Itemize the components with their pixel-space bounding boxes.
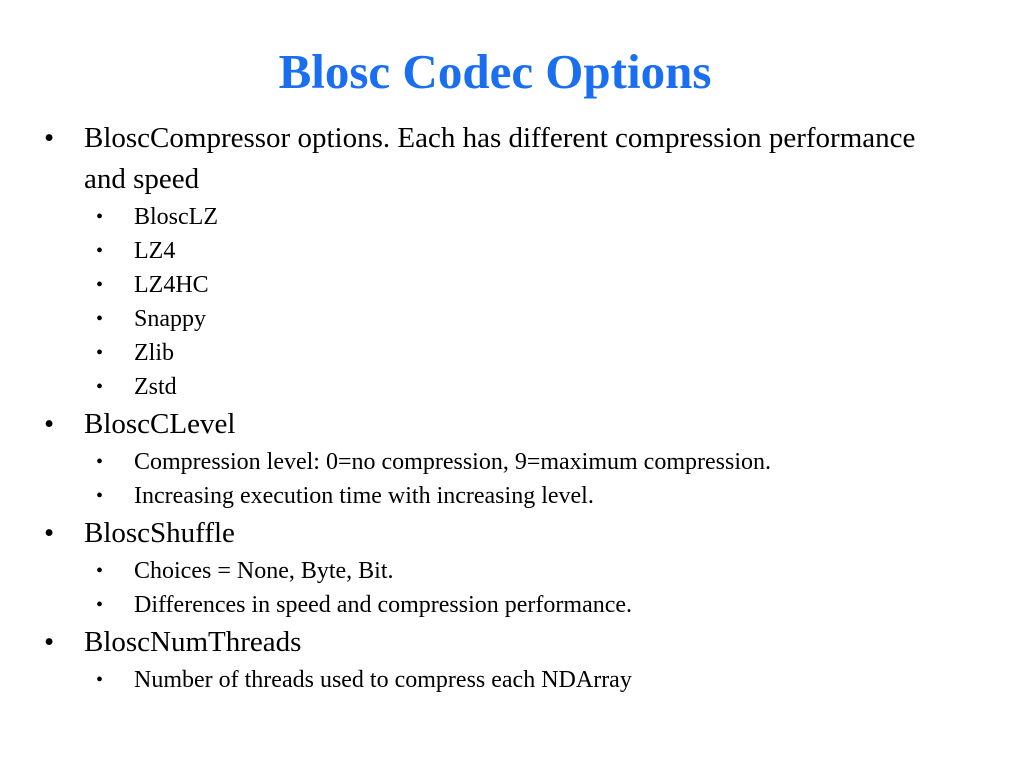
bullet-blosc-shuffle <box>0 513 924 622</box>
slide-title: Blosc Codec Options <box>278 44 712 99</box>
sub-bullet-icon: • <box>96 240 104 262</box>
sub-bullet-icon: • <box>96 308 104 330</box>
sub-bullet-item <box>84 588 924 622</box>
bullet-icon: • <box>44 122 55 154</box>
sub-bullet-text: Zstd <box>134 374 177 400</box>
sub-bullet-item <box>84 663 924 697</box>
bullet-blosc-numthreads <box>0 622 924 697</box>
sub-bullet-item <box>84 336 924 370</box>
sub-bullet-text: Increasing execution time with increasing level. <box>134 483 594 509</box>
bullet-text: BloscNumThreads <box>84 626 302 658</box>
sub-bullet-list <box>84 663 924 697</box>
sub-bullet-item <box>84 200 924 234</box>
sub-bullet-list <box>84 200 924 404</box>
sub-bullet-text: Compression level: 0=no compression, 9=maximum compression. <box>134 449 771 475</box>
sub-bullet-icon: • <box>96 206 104 228</box>
sub-bullet-text: BloscLZ <box>134 204 218 230</box>
sub-bullet-icon: • <box>96 376 104 398</box>
sub-bullet-text: LZ4HC <box>134 272 209 298</box>
sub-bullet-item <box>84 302 924 336</box>
bullet-text: BloscCLevel <box>84 408 236 440</box>
sub-bullet-icon: • <box>96 669 104 691</box>
sub-bullet-icon: • <box>96 485 104 507</box>
sub-bullet-item <box>84 445 924 479</box>
bullet-text: BloscShuffle <box>84 517 235 549</box>
sub-bullet-icon: • <box>96 560 104 582</box>
sub-bullet-icon: • <box>96 594 104 616</box>
sub-bullet-text: Choices = None, Byte, Bit. <box>134 558 394 584</box>
sub-bullet-list <box>84 554 924 622</box>
bullet-blosc-compressor <box>0 118 924 404</box>
sub-bullet-icon: • <box>96 451 104 473</box>
bullet-icon: • <box>44 408 55 440</box>
sub-bullet-text: Differences in speed and compression performance. <box>134 592 633 618</box>
sub-bullet-item <box>84 370 924 404</box>
sub-bullet-item <box>84 554 924 588</box>
sub-bullet-item <box>84 234 924 268</box>
sub-bullet-item <box>84 479 924 513</box>
sub-bullet-list <box>84 445 924 513</box>
sub-bullet-icon: • <box>96 274 104 296</box>
bullet-icon: • <box>44 517 55 549</box>
sub-bullet-text: Snappy <box>134 306 206 332</box>
sub-bullet-text: Zlib <box>134 340 174 366</box>
bullet-icon: • <box>44 626 55 658</box>
sub-bullet-item <box>84 268 924 302</box>
sub-bullet-text: Number of threads used to compress each NDArray <box>134 667 632 693</box>
bullet-list <box>0 118 1024 697</box>
bullet-text: BloscCompressor options. Each has different compression performance and speed <box>84 122 916 195</box>
bullet-blosc-clevel <box>0 404 924 513</box>
sub-bullet-text: LZ4 <box>134 238 176 264</box>
sub-bullet-icon: • <box>96 342 104 364</box>
